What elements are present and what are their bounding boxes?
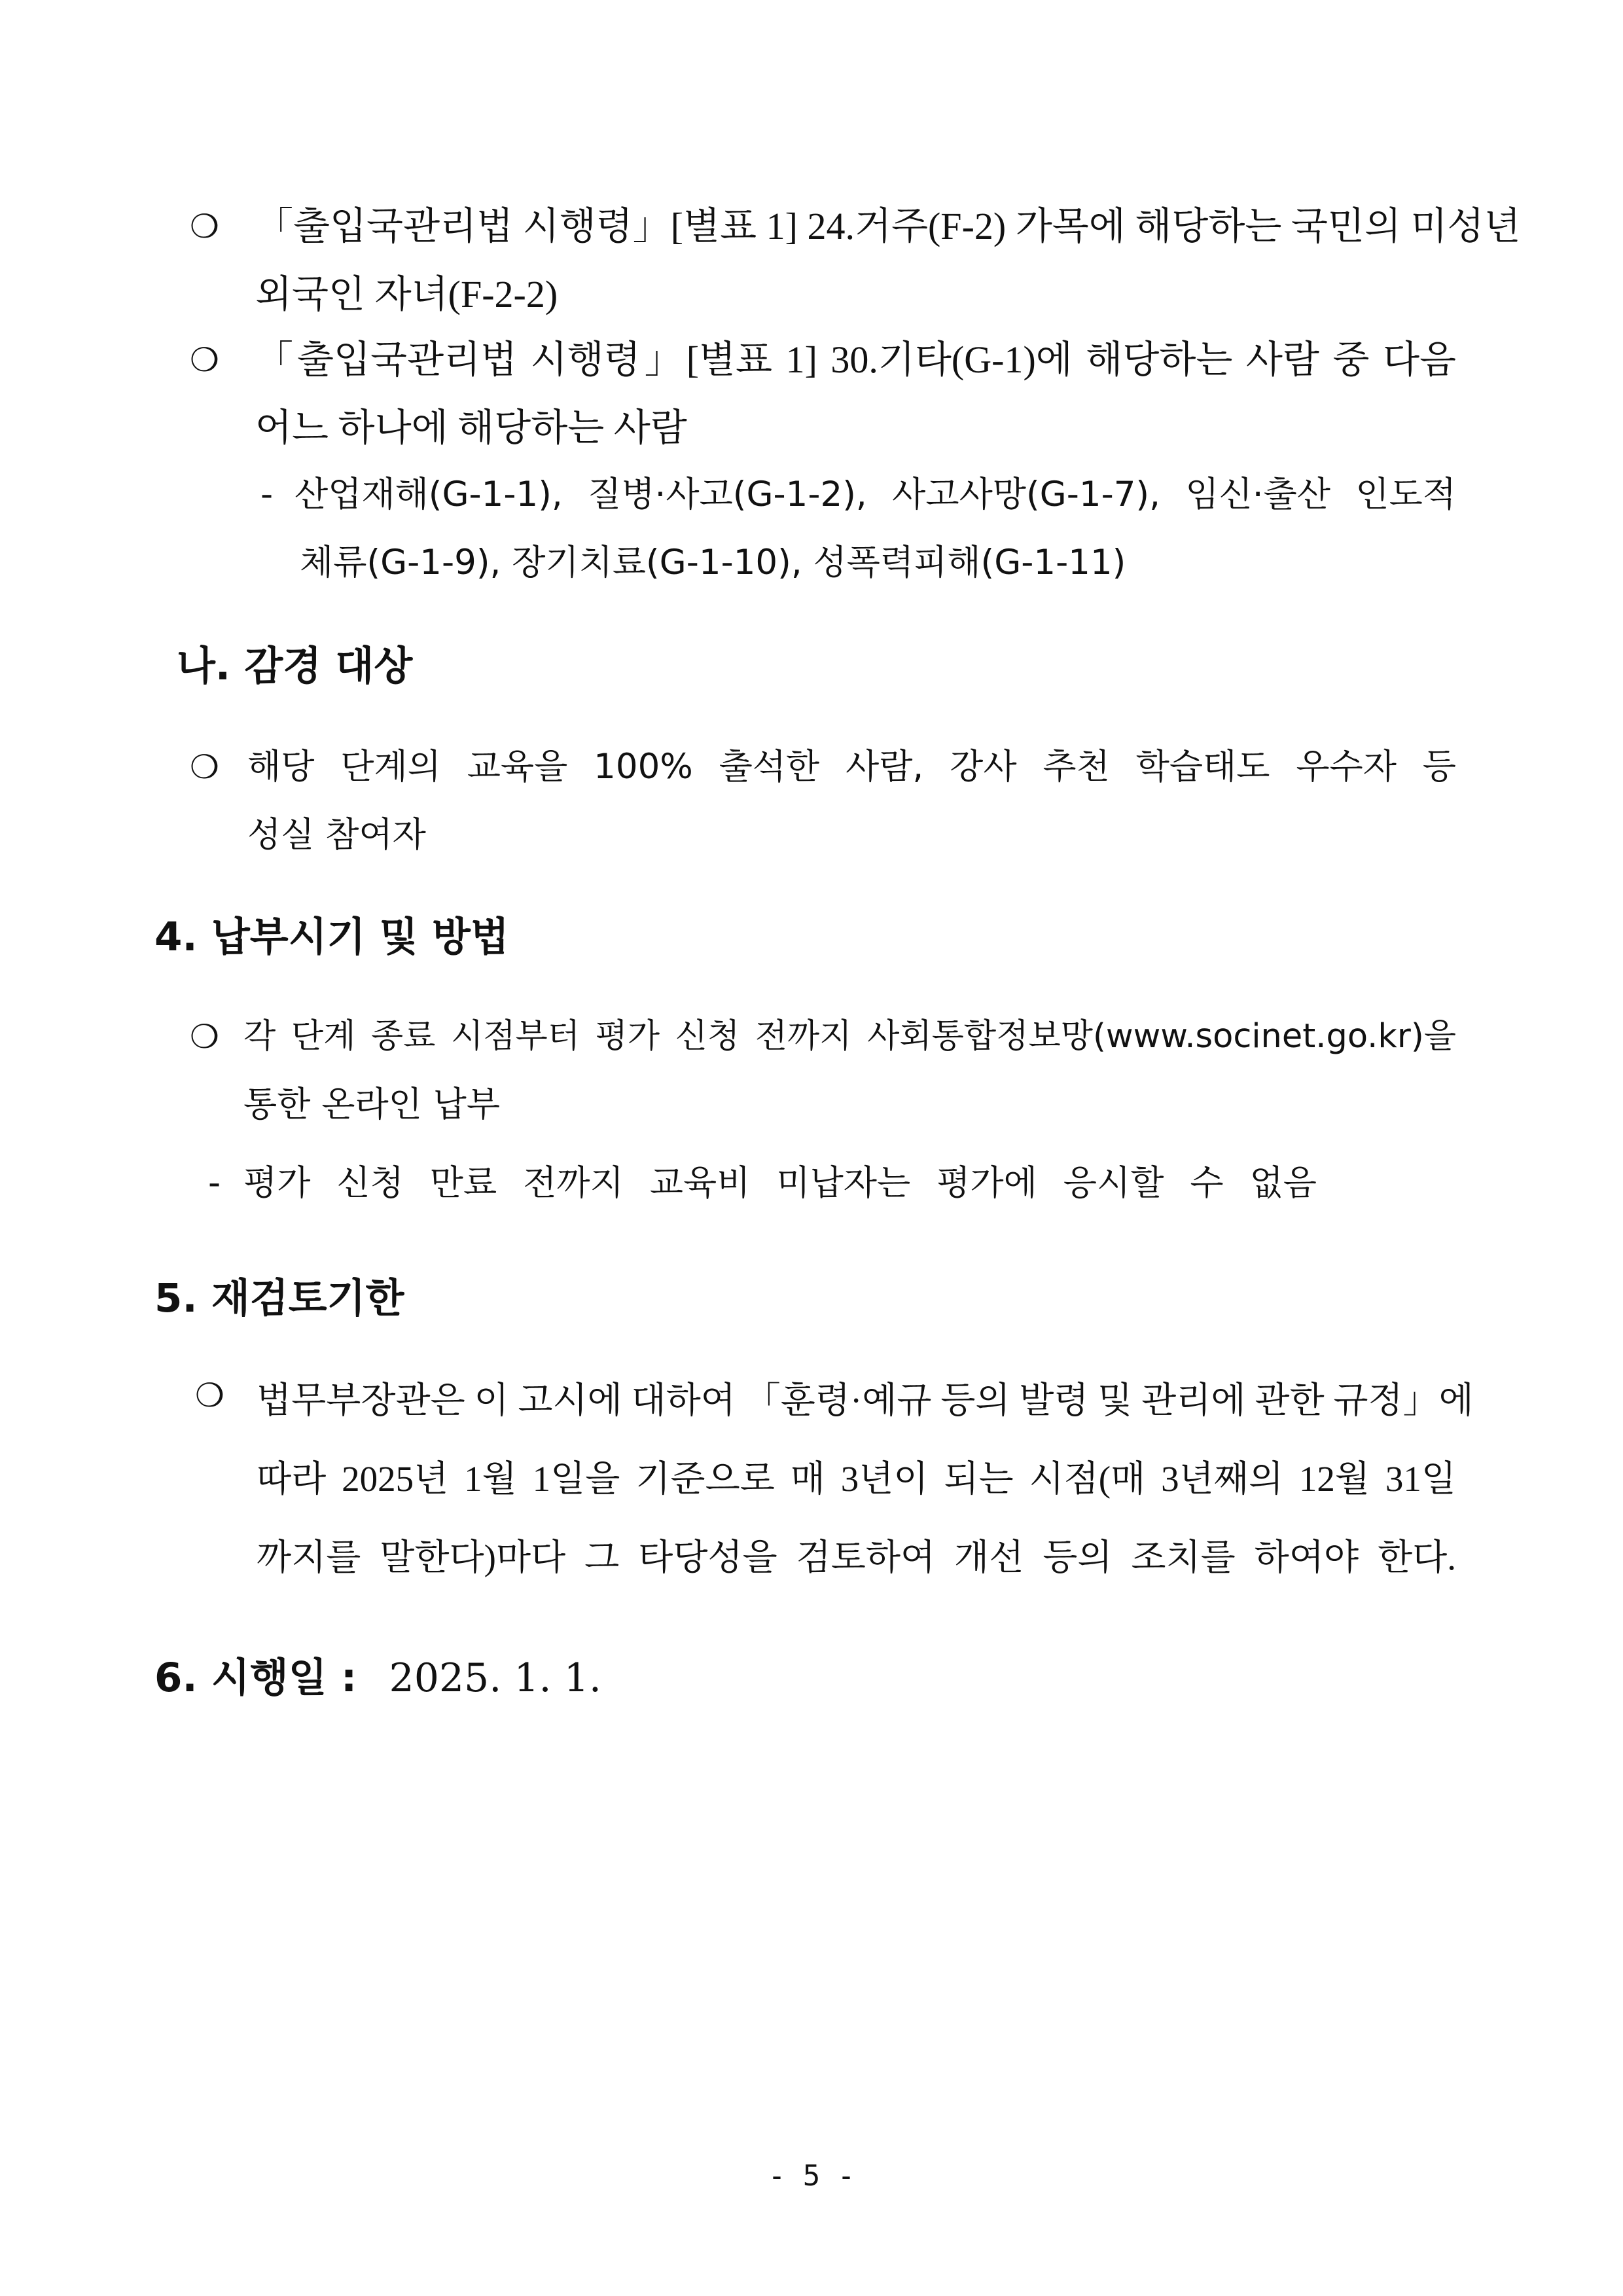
effective-date-label: 6. 시행일 : bbox=[154, 1655, 357, 1701]
bullet-item-line: 「출입국관리법 시행령」[별표 1] 24.거주(F-2) 가목에 해당하는 국민의 미성년 bbox=[255, 205, 1521, 247]
bullet-item-payment bbox=[243, 1003, 1456, 1139]
circle-bullet-icon: ❍ bbox=[190, 748, 219, 786]
sub-item-line: 산업재해(G-1-1), 질병·사고(G-1-2), 사고사망(G-1-7), 임신·출산 인도적 bbox=[294, 475, 1456, 514]
bullet-item-line: 각 단계 종료 시점부터 평가 신청 전까지 사회통합정보망(www.socinet.go.kr)을 bbox=[243, 1017, 1456, 1056]
bullet-item-line: 까지를 말한다)마다 그 타당성을 검토하여 개선 등의 조치를 하여야 한다. bbox=[257, 1537, 1456, 1577]
bullet-item-g1 bbox=[255, 326, 1456, 462]
section-heading-payment: 4. 납부시기 및 방법 bbox=[154, 914, 509, 960]
bullet-item-line: 「출입국관리법 시행령」[별표 1] 30.기타(G-1)에 해당하는 사람 중 다음 bbox=[255, 338, 1456, 381]
bullet-item-line: 외국인 자녀(F-2-2) bbox=[255, 273, 558, 315]
dash-marker: - bbox=[260, 475, 274, 514]
dash-marker: - bbox=[208, 1163, 221, 1203]
bullet-item-review bbox=[257, 1361, 1474, 1597]
bullet-item-line: 법무부장관은 이 고시에 대하여 「훈령·예규 등의 발령 및 관리에 관한 규정」에 bbox=[257, 1380, 1474, 1420]
bullet-item-line: 통한 온라인 납부 bbox=[243, 1085, 501, 1124]
bullet-item-line: 해당 단계의 교육을 100% 출석한 사람, 강사 추천 학습태도 우수자 등 bbox=[247, 747, 1456, 787]
circle-bullet-icon: ❍ bbox=[195, 1376, 224, 1414]
sub-item-unpaid bbox=[243, 1149, 1317, 1217]
bullet-item-f22 bbox=[255, 192, 1521, 329]
bullet-item-line: 성실 참여자 bbox=[247, 815, 426, 855]
sub-item-line: 평가 신청 만료 전까지 교육비 미납자는 평가에 응시할 수 없음 bbox=[243, 1163, 1317, 1203]
sub-item-g1-types bbox=[294, 461, 1456, 597]
section-heading-reduction: 나. 감경 대상 bbox=[177, 643, 413, 689]
page-number: - 5 - bbox=[768, 2159, 855, 2193]
bullet-item-reduction bbox=[247, 733, 1456, 869]
circle-bullet-icon: ❍ bbox=[190, 341, 219, 379]
bullet-item-line: 따라 2025년 1월 1일을 기준으로 매 3년이 되는 시점(매 3년째의 12월 31일 bbox=[257, 1459, 1456, 1499]
bullet-item-line: 어느 하나에 해당하는 사람 bbox=[255, 406, 687, 449]
sub-item-line: 체류(G-1-9), 장기치료(G-1-10), 성폭력피해(G-1-11) bbox=[300, 543, 1126, 583]
effective-date-value: 2025. 1. 1. bbox=[389, 1655, 601, 1701]
circle-bullet-icon: ❍ bbox=[190, 207, 219, 245]
section-heading-review: 5. 재검토기한 bbox=[154, 1275, 404, 1321]
circle-bullet-icon: ❍ bbox=[190, 1018, 219, 1056]
section-heading-effective-date bbox=[154, 1652, 601, 1704]
